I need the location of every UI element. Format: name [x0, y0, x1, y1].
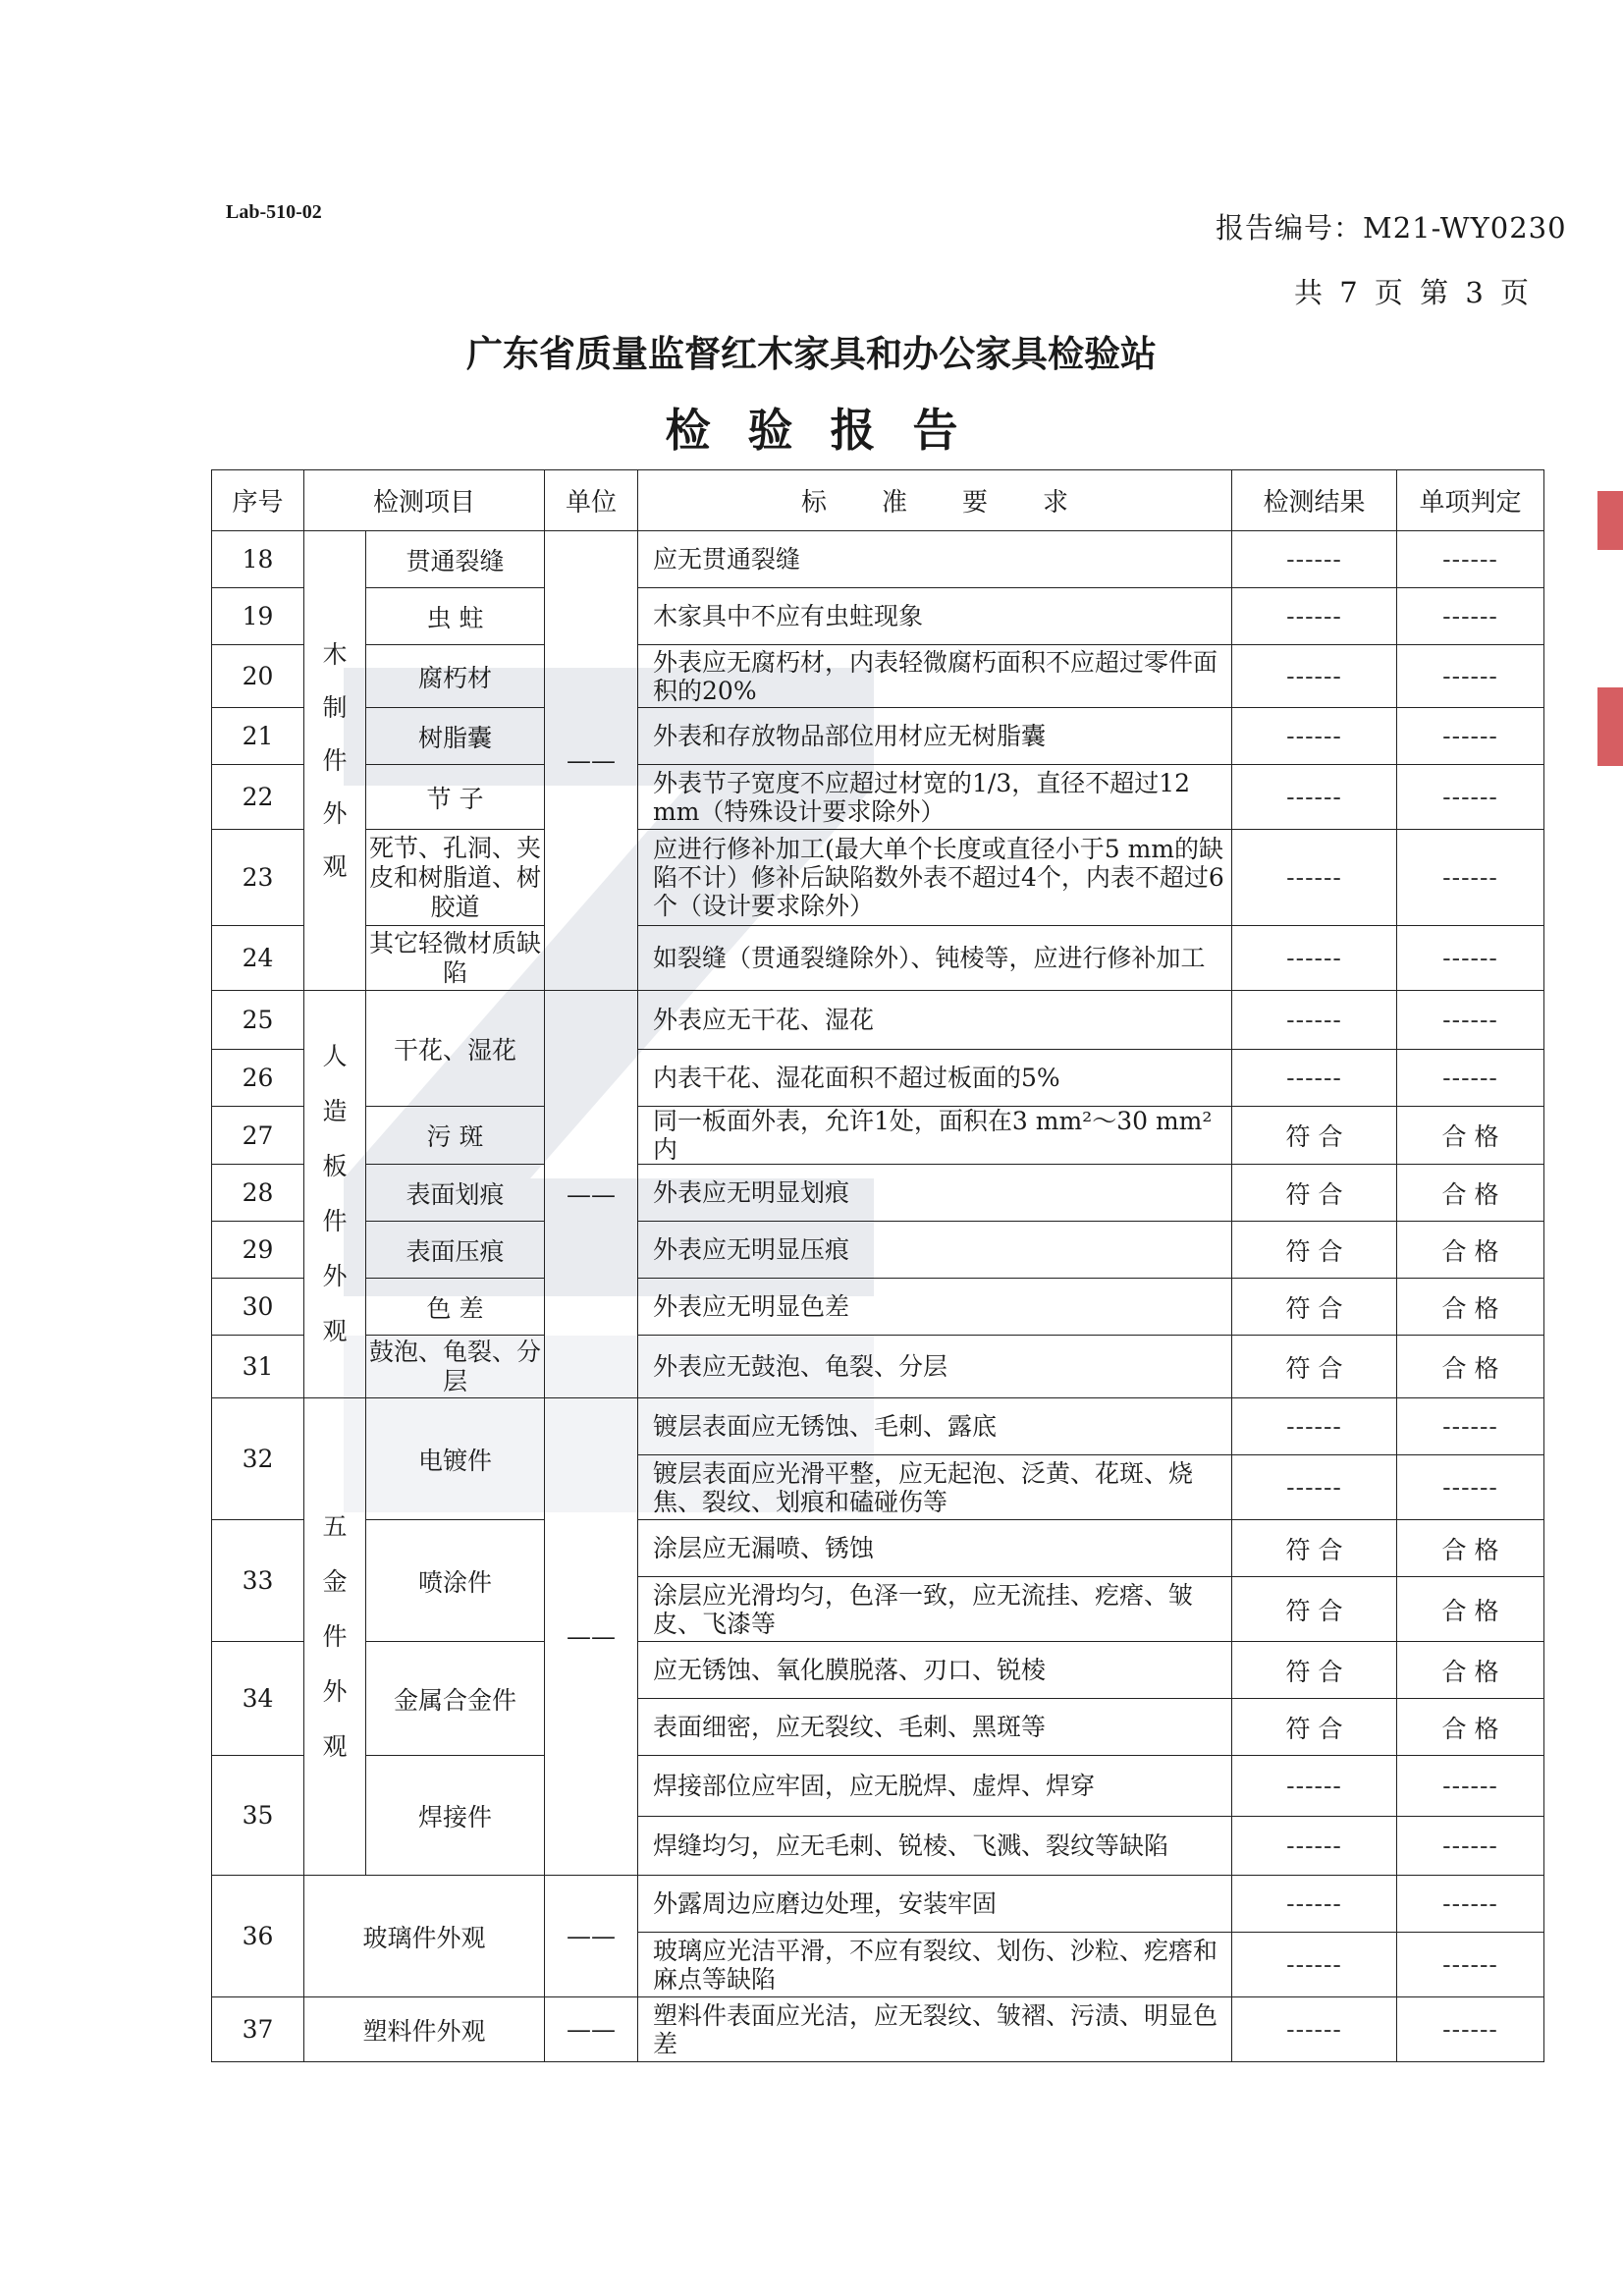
standard-text: 镀层表面应无锈蚀、毛刺、露底: [638, 1398, 1232, 1455]
item-name: 玻璃件外观: [304, 1876, 545, 1997]
table-row: [212, 991, 1544, 1050]
item-name: 塑料件外观: [304, 1997, 545, 2062]
row-number: 18: [212, 531, 304, 588]
table-header-row: [212, 470, 1544, 531]
row-number: 36: [212, 1876, 304, 1997]
item-name: 色 差: [366, 1279, 545, 1336]
judgement-cell: 合 格: [1397, 1336, 1544, 1398]
row-number: 27: [212, 1107, 304, 1165]
result-cell: 符 合: [1232, 1520, 1397, 1577]
row-number: 23: [212, 830, 304, 926]
result-cell: 符 合: [1232, 1222, 1397, 1279]
group-text: 木制件外观: [322, 639, 348, 881]
result-cell: ------: [1232, 1398, 1397, 1455]
row-number: 28: [212, 1165, 304, 1222]
row-number: 30: [212, 1279, 304, 1336]
standard-text: 外露周边应磨边处理，安装牢固: [638, 1876, 1232, 1933]
table-row: [212, 645, 1544, 708]
standard-text: 玻璃应光洁平滑，不应有裂纹、划伤、沙粒、疙瘩和麻点等缺陷: [638, 1933, 1232, 1997]
unit-cell: ——: [545, 991, 638, 1398]
item-name: 污 斑: [366, 1107, 545, 1165]
item-name: 贯通裂缝: [366, 531, 545, 588]
result-cell: ------: [1232, 1756, 1397, 1817]
judgement-cell: 合 格: [1397, 1165, 1544, 1222]
row-number: 26: [212, 1050, 304, 1107]
judgement-cell: ------: [1397, 1756, 1544, 1817]
item-name: 节 子: [366, 765, 545, 830]
standard-text: 涂层应无漏喷、锈蚀: [638, 1520, 1232, 1577]
result-cell: 符 合: [1232, 1279, 1397, 1336]
row-number: 22: [212, 765, 304, 830]
standard-text: 涂层应光滑均匀，色泽一致，应无流挂、疙瘩、皱皮、飞漆等: [638, 1577, 1232, 1642]
item-name: 喷涂件: [366, 1520, 545, 1642]
result-cell: ------: [1232, 1997, 1397, 2062]
standard-text: 焊接部位应牢固，应无脱焊、虚焊、焊穿: [638, 1756, 1232, 1817]
row-number: 21: [212, 708, 304, 765]
judgement-cell: 合 格: [1397, 1642, 1544, 1699]
item-name: 树脂囊: [366, 708, 545, 765]
result-cell: ------: [1232, 1933, 1397, 1997]
judgement-cell: ------: [1397, 1050, 1544, 1107]
item-name: 干花、湿花: [366, 991, 545, 1107]
judgement-cell: 合 格: [1397, 1699, 1544, 1756]
table-row: [212, 1165, 1544, 1222]
item-name: 死节、孔洞、夹皮和树脂道、树胶道: [366, 830, 545, 926]
inspection-table: [211, 469, 1544, 2062]
item-name: 表面划痕: [366, 1165, 545, 1222]
row-number: 32: [212, 1398, 304, 1520]
item-name: 虫 蛀: [366, 588, 545, 645]
result-cell: 符 合: [1232, 1699, 1397, 1756]
judgement-cell: 合 格: [1397, 1520, 1544, 1577]
result-cell: ------: [1232, 1817, 1397, 1876]
standard-text: 同一板面外表，允许1处，面积在3 mm²～30 mm²内: [638, 1107, 1232, 1165]
table-row: [212, 1279, 1544, 1336]
judgement-cell: 合 格: [1397, 1577, 1544, 1642]
table-row: [212, 765, 1544, 830]
judgement-cell: ------: [1397, 926, 1544, 991]
standard-text: 外表应无鼓泡、龟裂、分层: [638, 1336, 1232, 1398]
judgement-cell: ------: [1397, 830, 1544, 926]
result-cell: 符 合: [1232, 1107, 1397, 1165]
col-header-judgement: 单项判定: [1397, 470, 1544, 531]
judgement-cell: ------: [1397, 765, 1544, 830]
result-cell: ------: [1232, 588, 1397, 645]
standard-text: 外表应无腐朽材，内表轻微腐朽面积不应超过零件面积的20%: [638, 645, 1232, 708]
standard-text: 外表应无明显色差: [638, 1279, 1232, 1336]
table-row: [212, 531, 1544, 588]
table-row: [212, 1997, 1544, 2062]
table-row: [212, 1642, 1544, 1699]
table-row: [212, 926, 1544, 991]
unit-cell: ——: [545, 1398, 638, 1876]
judgement-cell: ------: [1397, 531, 1544, 588]
unit-cell: ——: [545, 1876, 638, 1997]
group-label-wood: [304, 531, 366, 991]
table-row: [212, 1398, 1544, 1455]
judgement-cell: ------: [1397, 708, 1544, 765]
item-name: 焊接件: [366, 1756, 545, 1876]
col-header-standard: 标准要求: [638, 470, 1232, 531]
judgement-cell: 合 格: [1397, 1279, 1544, 1336]
result-cell: ------: [1232, 926, 1397, 991]
table-row: [212, 1756, 1544, 1817]
row-number: 31: [212, 1336, 304, 1398]
judgement-cell: ------: [1397, 1398, 1544, 1455]
judgement-cell: ------: [1397, 1817, 1544, 1876]
result-cell: ------: [1232, 645, 1397, 708]
row-number: 35: [212, 1756, 304, 1876]
result-cell: ------: [1232, 830, 1397, 926]
group-text: 五金件外观: [322, 1511, 348, 1761]
standard-text: 木家具中不应有虫蛀现象: [638, 588, 1232, 645]
unit-cell: ——: [545, 531, 638, 991]
standard-text: 外表应无明显划痕: [638, 1165, 1232, 1222]
item-name: 表面压痕: [366, 1222, 545, 1279]
result-cell: ------: [1232, 1050, 1397, 1107]
result-cell: ------: [1232, 708, 1397, 765]
item-name: 金属合金件: [366, 1642, 545, 1756]
row-number: 24: [212, 926, 304, 991]
result-cell: ------: [1232, 1876, 1397, 1933]
result-cell: 符 合: [1232, 1642, 1397, 1699]
table-row: [212, 1520, 1544, 1577]
row-number: 37: [212, 1997, 304, 2062]
standard-text: 应无贯通裂缝: [638, 531, 1232, 588]
standard-text: 镀层表面应光滑平整，应无起泡、泛黄、花斑、烧焦、裂纹、划痕和磕碰伤等: [638, 1455, 1232, 1520]
standard-text: 如裂缝（贯通裂缝除外）、钝棱等，应进行修补加工: [638, 926, 1232, 991]
standard-text: 表面细密，应无裂纹、毛刺、黑斑等: [638, 1699, 1232, 1756]
page-info: 共 7 页 第 3 页: [1294, 276, 1533, 309]
judgement-cell: 合 格: [1397, 1222, 1544, 1279]
standard-text: 应无锈蚀、氧化膜脱落、刃口、锐棱: [638, 1642, 1232, 1699]
standard-text: 塑料件表面应光洁，应无裂纹、皱褶、污渍、明显色差: [638, 1997, 1232, 2062]
table-row: [212, 708, 1544, 765]
judgement-cell: ------: [1397, 1997, 1544, 2062]
standard-text: 焊缝均匀，应无毛刺、锐棱、飞溅、裂纹等缺陷: [638, 1817, 1232, 1876]
item-name: 腐朽材: [366, 645, 545, 708]
standard-text: 内表干花、湿花面积不超过板面的5%: [638, 1050, 1232, 1107]
judgement-cell: 合 格: [1397, 1107, 1544, 1165]
row-number: 20: [212, 645, 304, 708]
row-number: 33: [212, 1520, 304, 1642]
result-cell: ------: [1232, 1455, 1397, 1520]
result-cell: 符 合: [1232, 1577, 1397, 1642]
result-cell: 符 合: [1232, 1165, 1397, 1222]
judgement-cell: ------: [1397, 1455, 1544, 1520]
organization-title: 广东省质量监督红木家具和办公家具检验站: [466, 333, 1157, 375]
seal-stamp-fragment: [1597, 687, 1623, 766]
report-number: 报告编号：M21-WY0230: [1216, 211, 1567, 245]
item-name: 鼓泡、龟裂、分层: [366, 1336, 545, 1398]
standard-text: 外表应无明显压痕: [638, 1222, 1232, 1279]
standard-text: 外表应无干花、湿花: [638, 991, 1232, 1050]
standard-text: 应进行修补加工(最大单个长度或直径小于5 mm的缺陷不计）修补后缺陷数外表不超过4个，内表不超过6个（设计要求除外）: [638, 830, 1232, 926]
result-cell: ------: [1232, 765, 1397, 830]
row-number: 19: [212, 588, 304, 645]
group-label-metal: [304, 1398, 366, 1876]
lab-code: Lab-510-02: [226, 201, 322, 223]
table-row: [212, 588, 1544, 645]
item-name: 电镀件: [366, 1398, 545, 1520]
judgement-cell: ------: [1397, 991, 1544, 1050]
result-cell: ------: [1232, 991, 1397, 1050]
group-label-board: [304, 991, 366, 1398]
row-number: 34: [212, 1642, 304, 1756]
report-title: 检验报告: [665, 404, 996, 457]
table-row: [212, 1336, 1544, 1398]
standard-text: 外表和存放物品部位用材应无树脂囊: [638, 708, 1232, 765]
judgement-cell: ------: [1397, 1933, 1544, 1997]
unit-cell: ——: [545, 1997, 638, 2062]
col-header-item: 检测项目: [304, 470, 545, 531]
judgement-cell: ------: [1397, 645, 1544, 708]
item-name: 其它轻微材质缺陷: [366, 926, 545, 991]
standard-text: 外表节子宽度不应超过材宽的1/3，直径不超过12 mm（特殊设计要求除外）: [638, 765, 1232, 830]
row-number: 25: [212, 991, 304, 1050]
col-header-no: 序号: [212, 470, 304, 531]
table-row: [212, 1876, 1544, 1933]
col-header-unit: 单位: [545, 470, 638, 531]
seal-stamp-fragment: [1597, 491, 1623, 550]
table-row: [212, 1107, 1544, 1165]
table-row: [212, 1222, 1544, 1279]
result-cell: ------: [1232, 531, 1397, 588]
result-cell: 符 合: [1232, 1336, 1397, 1398]
group-text: 人造板件外观: [322, 1042, 348, 1345]
judgement-cell: ------: [1397, 588, 1544, 645]
row-number: 29: [212, 1222, 304, 1279]
table-row: [212, 830, 1544, 926]
judgement-cell: ------: [1397, 1876, 1544, 1933]
col-header-result: 检测结果: [1232, 470, 1397, 531]
